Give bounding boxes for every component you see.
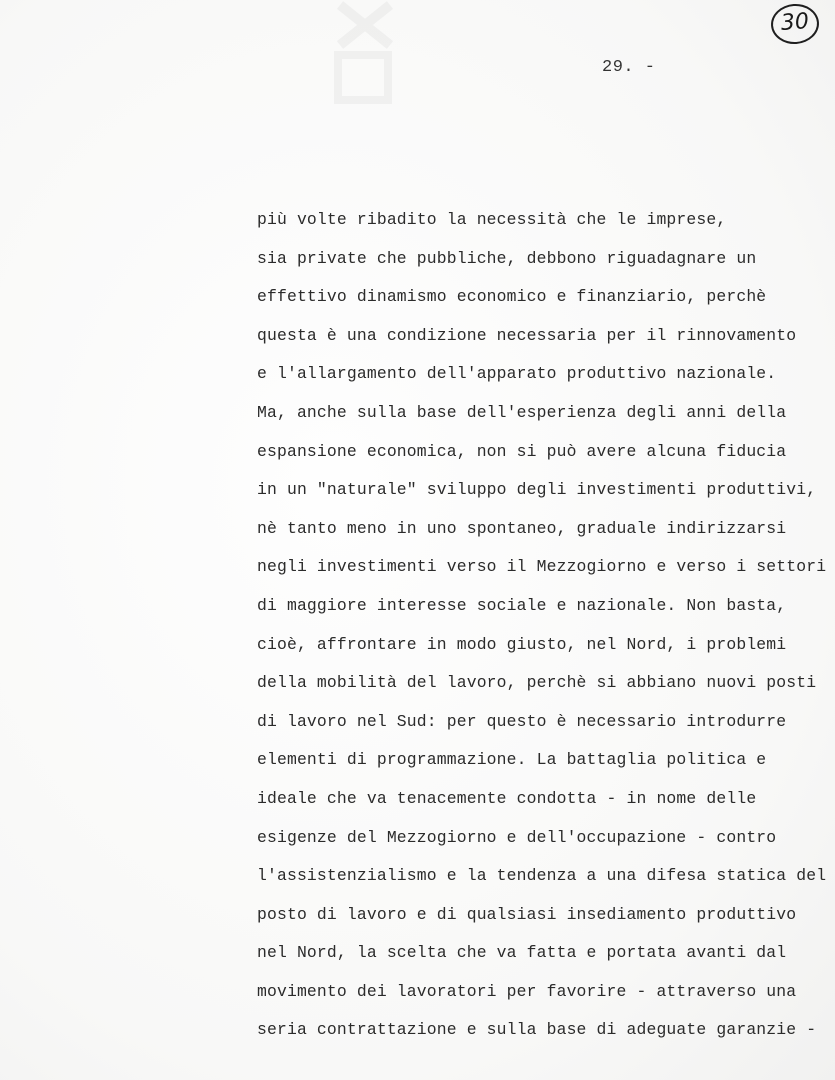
text-line: esigenze del Mezzogiorno e dell'occupazione - contro: [257, 827, 777, 847]
text-line: Ma, anche sulla base dell'esperienza degli anni della: [257, 402, 787, 422]
text-line: di lavoro nel Sud: per questo è necessario introdurre: [257, 711, 787, 731]
text-line: più volte ribadito la necessità che le imprese,: [257, 210, 727, 229]
text-line: nè tanto meno in uno spontaneo, graduale indirizzarsi: [257, 518, 787, 538]
text-line: effettivo dinamismo economico e finanziario, perchè: [257, 287, 767, 307]
text-line: negli investimenti verso il Mezzogiorno e verso i settori: [257, 557, 827, 577]
text-line: in un "naturale" sviluppo degli investimenti produttivi,: [257, 480, 817, 500]
text-line: sia private che pubbliche, debbono riguadagnare un: [257, 248, 757, 268]
text-line: ideale che va tenacemente condotta - in nome delle: [257, 788, 757, 808]
text-line: questa è una condizione necessaria per il rinnovamento: [257, 325, 797, 345]
text-line: movimento dei lavoratori per favorire - attraverso una: [257, 981, 797, 1001]
page-number: 29. -: [602, 58, 656, 77]
text-line: posto di lavoro e di qualsiasi insediamento produttivo: [257, 904, 797, 924]
text-line: cioè, affrontare in modo giusto, nel Nord, i problemi: [257, 634, 787, 654]
text-line: della mobilità del lavoro, perchè si abbiano nuovi posti: [257, 673, 817, 693]
text-line: elementi di programmazione. La battaglia politica e: [257, 750, 767, 770]
text-line: l'assistenzialismo e la tendenza a una difesa statica del: [257, 866, 827, 886]
archive-logo-watermark: [330, 0, 410, 110]
typed-body-text: [257, 205, 832, 1054]
text-line: nel Nord, la scelta che va fatta e portata avanti dal: [257, 943, 787, 963]
text-line: espansione economica, non si può avere alcuna fiducia: [257, 441, 787, 461]
archive-page-number: 30: [770, 2, 821, 45]
text-line: seria contrattazione e sulla base di adeguate garanzie -: [257, 1020, 817, 1040]
text-line: e l'allargamento dell'apparato produttivo nazionale.: [257, 364, 777, 384]
text-line: di maggiore interesse sociale e nazionale. Non basta,: [257, 595, 787, 615]
